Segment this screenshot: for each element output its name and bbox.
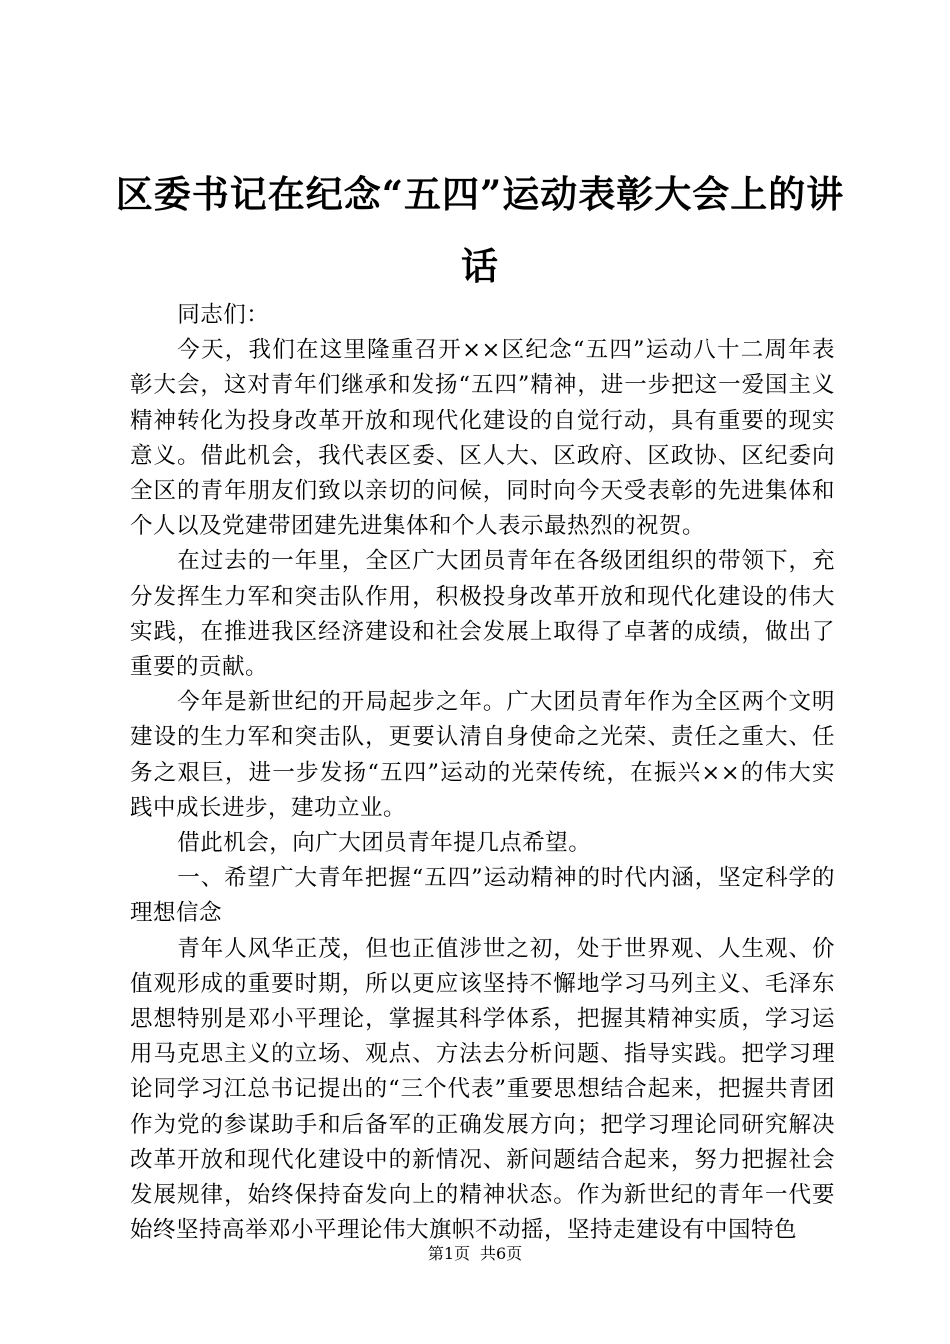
paragraph: 在过去的一年里，全区广大团员青年在各级团组织的带领下，充分发挥生力军和突击队作用，积极投身改革开放和现代化建设的伟大实践，在推进我区经济建设和社会发展上取得了卓著的成绩，做出了重要的贡献。 [130, 548, 835, 681]
paragraph-salutation: 同志们： [177, 302, 270, 328]
paragraph: 今天，我们在这里隆重召开××区纪念“五四”运动八十二周年表彰大会，这对青年们继承和发扬“五四”精神，进一步把这一爱国主义精神转化为投身改革开放和现代化建设的自觉行动，具有重要的现实意义。借此机会，我代表区委、区人大、区政府、区政协、区纪委向全区的青年朋友们致以亲切的问候，同时向今天受表彰的先进集体和个人以及党建带团建先进集体和个人表示最热烈的祝贺。 [130, 337, 835, 540]
document-body [130, 298, 835, 1248]
page-footer [0, 1244, 950, 1264]
paragraph: 青年人风华正茂，但也正值涉世之初，处于世界观、人生观、价值观形成的重要时期，所以更应该坚持不懈地学习马列主义、毛泽东思想特别是邓小平理论，掌握其科学体系，把握其精神实质，学习运用马克思主义的立场、观点、方法去分析问题、指导实践。把学习理论同学习江总书记提出的“三个代表”重要思想结合起来，把握共青团作为党的参谋助手和后备军的正确发展方向；把学习理论同研究解决改革开放和现代化建设中的新情况、新问题结合起来，努力把握社会发展规律，始终保持奋发向上的精神状态。作为新世纪的青年一代要始终坚持高举邓小平理论伟大旗帜不动摇，坚持走建设有中国特色 [130, 935, 835, 1244]
paragraph: 借此机会，向广大团员青年提几点希望。 [177, 830, 592, 857]
page-total: 共6页 [480, 1244, 523, 1263]
paragraph: 今年是新世纪的开局起步之年。广大团员青年作为全区两个文明建设的生力军和突击队，更要认清自身使命之光荣、责任之重大、任务之艰巨，进一步发扬“五四”运动的光荣传统，在振兴××的伟大实践中成长进步，建功立业。 [130, 689, 835, 821]
document-title: 区委书记在纪念“五四”运动表彰大会上的讲话 [115, 172, 845, 288]
section-heading: 一、希望广大青年把握“五四”运动精神的时代内涵，坚定科学的理想信念 [130, 865, 835, 927]
page-number: 第1页 [427, 1244, 470, 1263]
